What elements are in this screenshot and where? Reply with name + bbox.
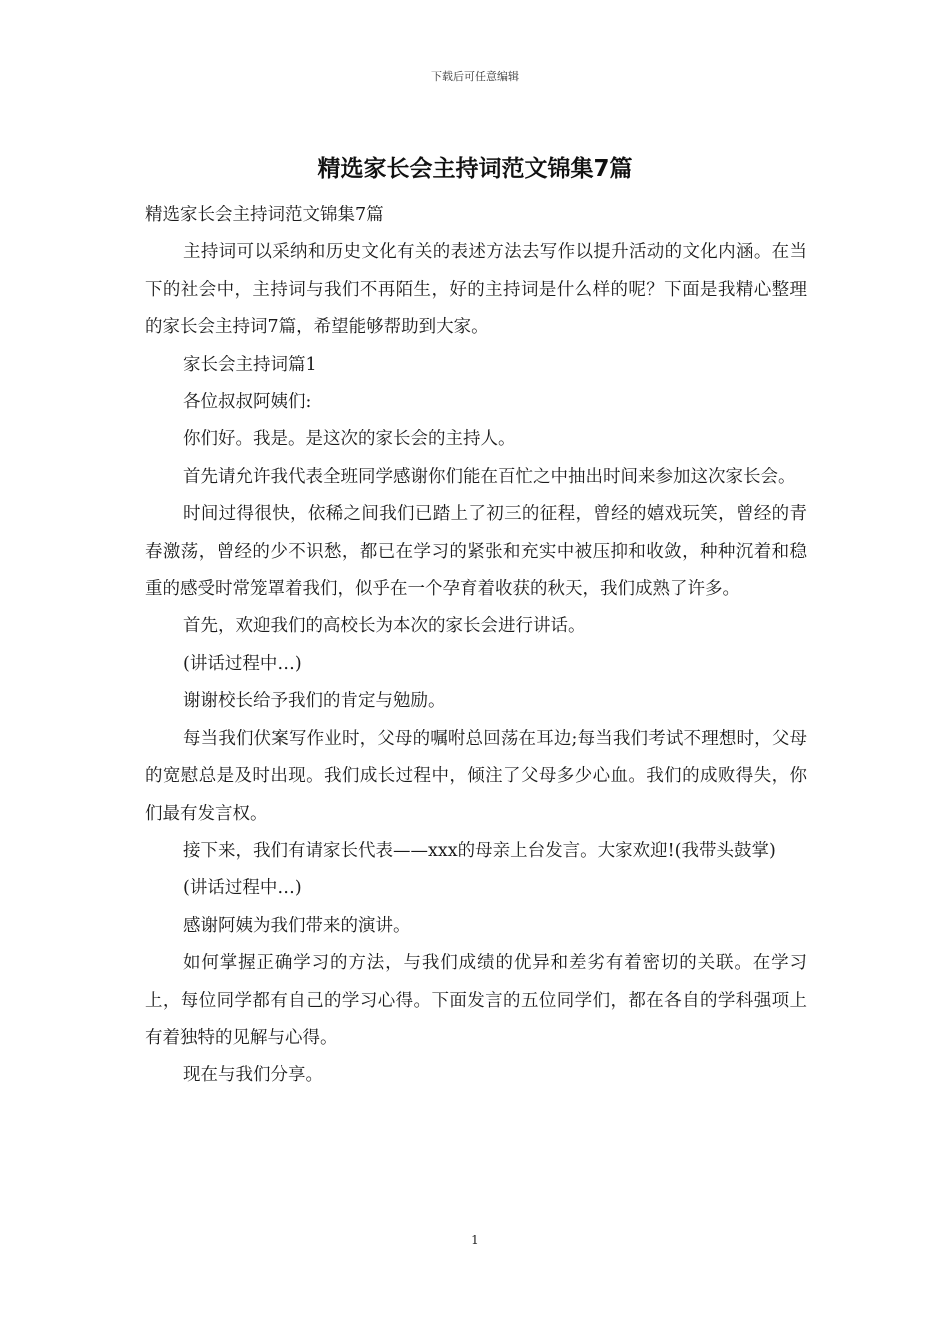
paragraph: 如何掌握正确学习的方法，与我们成绩的优异和差劣有着密切的关联。在学习上，每位同学都有自己的学习心得。下面发言的五位同学们，都在各自的学科强项上有着独特的见解与心得。 bbox=[145, 953, 807, 1048]
paragraph: 谢谢校长给予我们的肯定与勉励。 bbox=[183, 691, 446, 712]
page-number: 1 bbox=[471, 1233, 479, 1247]
paragraph: 首先请允许我代表全班同学感谢你们能在百忙之中抽出时间来参加这次家长会。 bbox=[183, 466, 796, 487]
paragraph: 接下来，我们有请家长代表——xxx的母亲上台发言。大家欢迎!(我带头鼓掌) bbox=[183, 840, 776, 861]
document-subtitle: 精选家长会主持词范文锦集7篇 bbox=[145, 205, 384, 225]
document-title: 精选家长会主持词范文锦集7篇 bbox=[317, 156, 633, 182]
paragraph: 首先，欢迎我们的高校长为本次的家长会进行讲话。 bbox=[183, 616, 586, 637]
paragraph: (讲话过程中…) bbox=[183, 878, 302, 899]
paragraph: 感谢阿姨为我们带来的演讲。 bbox=[183, 915, 411, 936]
paragraph: 现在与我们分享。 bbox=[183, 1065, 323, 1086]
paragraph: 你们好。我是。是这次的家长会的主持人。 bbox=[183, 429, 516, 450]
paragraph: (讲话过程中…) bbox=[183, 653, 302, 674]
paragraph: 时间过得很快，依稀之间我们已踏上了初三的征程，曾经的嬉戏玩笑，曾经的青春激荡，曾经的少不识愁，都已在学习的紧张和充实中被压抑和收敛，种种沉着和稳重的感受时常笼罩着我们，似乎在一个孕育着收获的秋天，我们成熟了许多。 bbox=[145, 504, 807, 600]
document-body bbox=[145, 197, 807, 1095]
header-note: 下载后可任意编辑 bbox=[431, 70, 519, 83]
paragraph: 每当我们伏案写作业时，父母的嘱咐总回荡在耳边;每当我们考试不理想时，父母的宽慰总是及时出现。我们成长过程中，倾注了父母多少心血。我们的成败得失，你们最有发言权。 bbox=[145, 728, 807, 824]
paragraph: 主持词可以采纳和历史文化有关的表述方法去写作以提升活动的文化内涵。在当下的社会中，主持词与我们不再陌生，好的主持词是什么样的呢？下面是我精心整理的家长会主持词7篇，希望能够帮助到大家。 bbox=[145, 242, 807, 338]
section-heading: 家长会主持词篇1 bbox=[183, 354, 317, 375]
paragraph: 各位叔叔阿姨们: bbox=[183, 392, 312, 413]
